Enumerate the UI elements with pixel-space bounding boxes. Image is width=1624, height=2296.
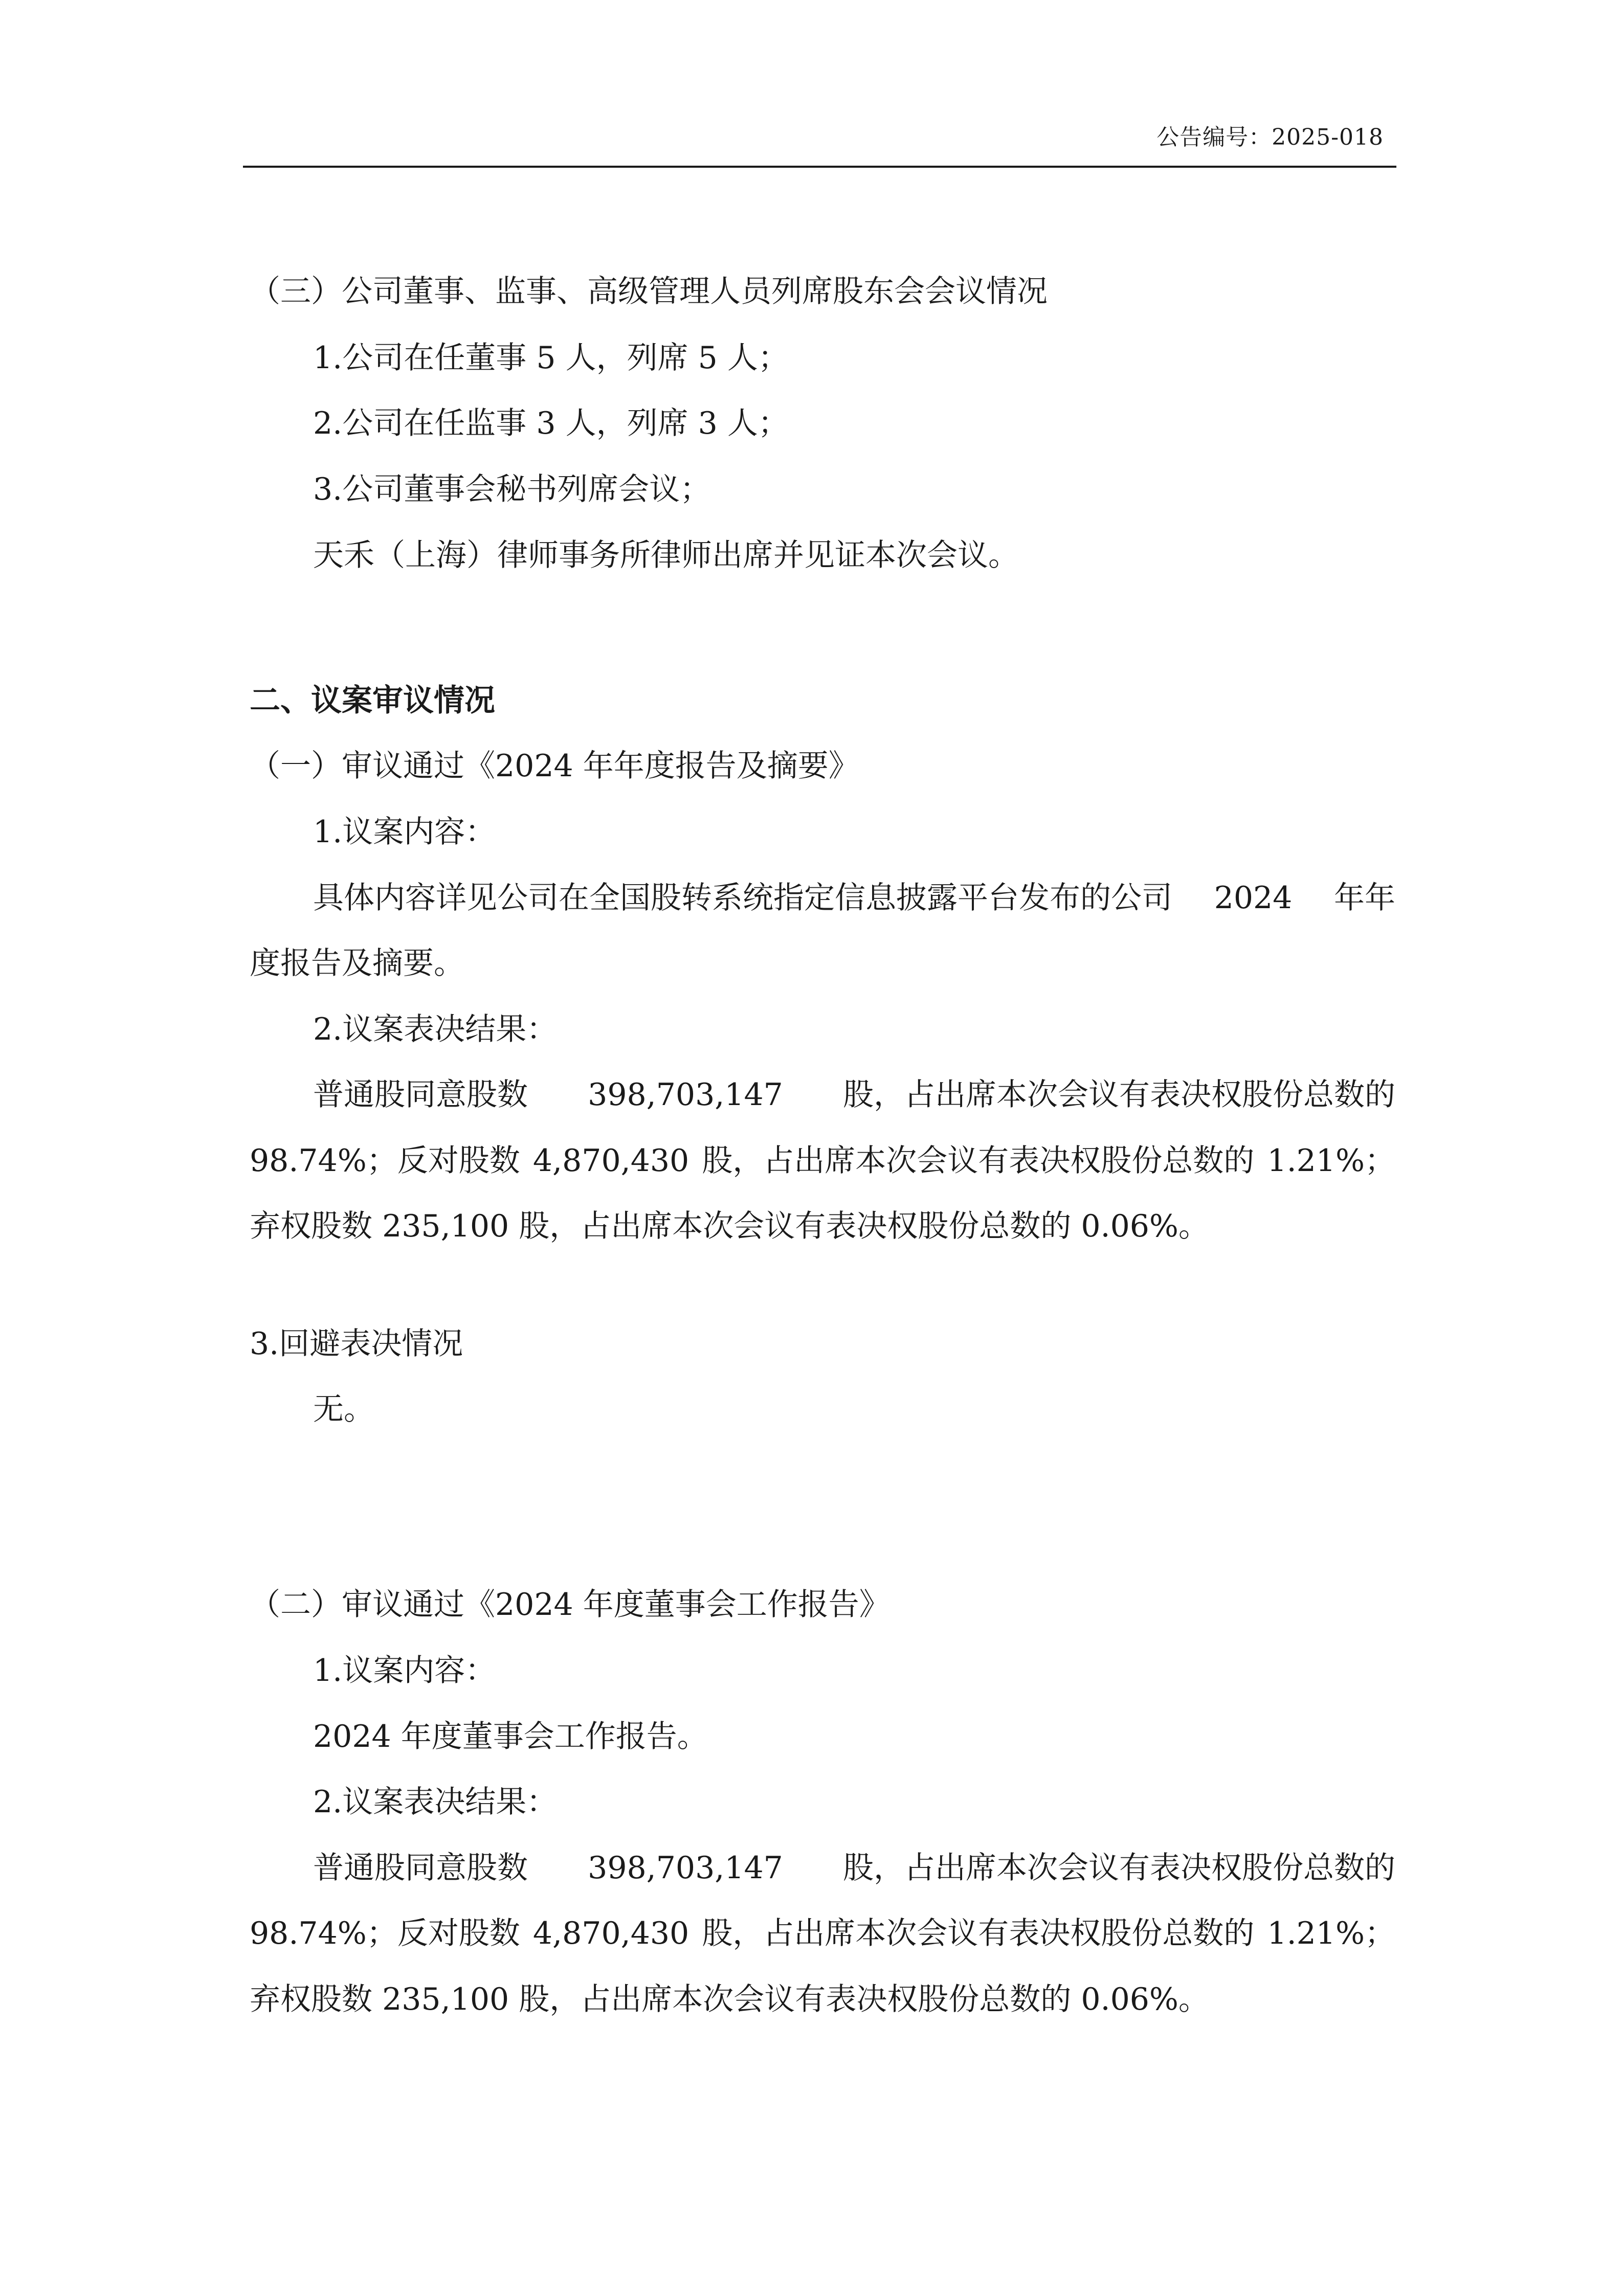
text-segment: 股，占出席本次会议有表决权股份总数的 xyxy=(702,1916,1255,1951)
attendance-item: 2.公司在任监事 3 人，列席 3 人； xyxy=(313,406,789,441)
text-segment: 2024 xyxy=(1214,880,1293,916)
text-segment: 398,703,147 xyxy=(588,1850,783,1886)
attendance-title: （三）公司董事、监事、高级管理人员列席股东会会议情况 xyxy=(250,274,1048,309)
attendance-item: 3.公司董事会秘书列席会议； xyxy=(313,471,711,507)
proposal-2-vote-label: 2.议案表决结果： xyxy=(313,1784,558,1820)
proposal-2-title: （二）审议通过《2024 年度董事会工作报告》 xyxy=(250,1587,890,1623)
text-segment: 股，占出席本次会议有表决权股份总数的 xyxy=(843,1850,1395,1886)
proposal-2-vote-line xyxy=(250,1915,1395,1952)
proposal-1-recusal: 无。 xyxy=(313,1391,374,1427)
text-segment: 4,870,430 xyxy=(532,1916,689,1951)
text-segment: 98.74%；反对股数 xyxy=(250,1916,520,1951)
proposal-1-content-label: 1.议案内容： xyxy=(313,814,496,850)
text-segment: 1.21%； xyxy=(1267,1916,1395,1951)
text-segment: 1.21%； xyxy=(1267,1143,1395,1179)
section-heading: 二、议案审议情况 xyxy=(250,683,495,718)
text-segment: 股，占出席本次会议有表决权股份总数的 xyxy=(843,1077,1395,1113)
attendance-item: 1.公司在任董事 5 人，列席 5 人； xyxy=(313,340,789,376)
proposal-1-recusal-label: 3.回避表决情况 xyxy=(250,1326,463,1362)
proposal-1-title: （一）审议通过《2024 年年度报告及摘要》 xyxy=(250,748,859,784)
proposal-1-content-line: 度报告及摘要。 xyxy=(250,946,464,981)
proposal-1-vote-line xyxy=(313,1076,1395,1113)
proposal-2-content-label: 1.议案内容： xyxy=(313,1653,496,1689)
text-segment: 4,870,430 xyxy=(532,1143,689,1179)
proposal-2-content: 2024 年度董事会工作报告。 xyxy=(313,1719,708,1754)
proposal-1-vote-line xyxy=(250,1142,1395,1179)
proposal-2-vote-line xyxy=(313,1850,1395,1886)
text-segment: 年年 xyxy=(1333,880,1395,916)
proposal-1-content-line xyxy=(313,880,1395,916)
proposal-1-vote-line: 弃权股数 235,100 股，占出席本次会议有表决权股份总数的 0.06%。 xyxy=(250,1208,1209,1244)
text-segment: 股，占出席本次会议有表决权股份总数的 xyxy=(702,1143,1255,1179)
text-segment: 普通股同意股数 xyxy=(313,1850,528,1886)
announcement-number: 公告编号：2025-018 xyxy=(1156,124,1384,150)
proposal-2-vote-line: 弃权股数 235,100 股，占出席本次会议有表决权股份总数的 0.06%。 xyxy=(250,1982,1209,2017)
header-divider xyxy=(243,166,1396,168)
proposal-1-vote-label: 2.议案表决结果： xyxy=(313,1011,558,1047)
attendance-item: 天禾（上海）律师事务所律师出席并见证本次会议。 xyxy=(313,537,1019,573)
text-segment: 具体内容详见公司在全国股转系统指定信息披露平台发布的公司 xyxy=(313,880,1172,916)
text-segment: 98.74%；反对股数 xyxy=(250,1143,520,1179)
text-segment: 普通股同意股数 xyxy=(313,1077,528,1113)
text-segment: 398,703,147 xyxy=(588,1077,783,1113)
